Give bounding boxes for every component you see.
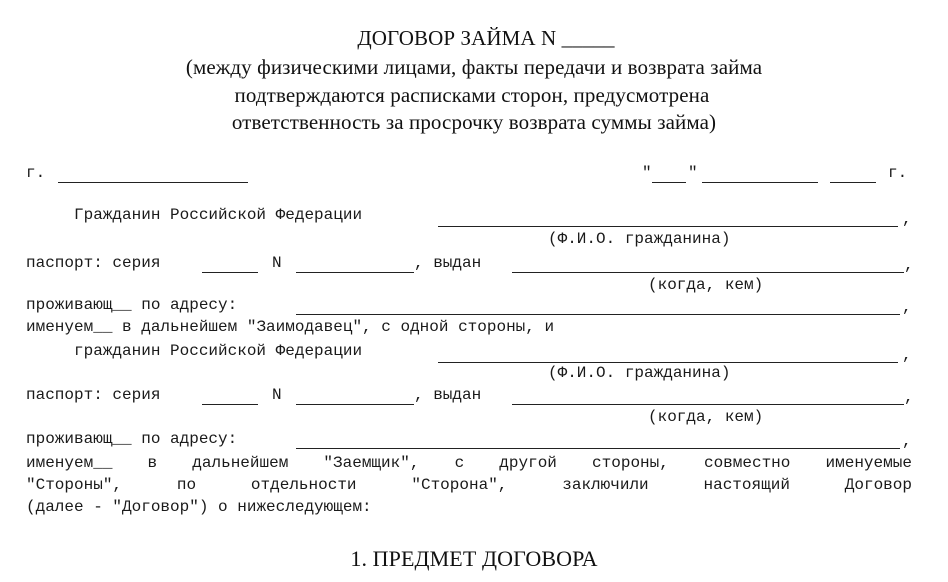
- justified-word: Договор: [844, 476, 912, 494]
- justified-word: "Стороны",: [26, 476, 123, 494]
- parties-line: [26, 476, 912, 494]
- lender-address-comma: ,: [902, 298, 912, 316]
- justified-word: именуем__: [26, 454, 113, 472]
- borrower-issued-comma: ,: [904, 388, 914, 406]
- justified-word: с: [454, 454, 465, 472]
- date-close-quote: ": [688, 164, 698, 182]
- borrower-passport-series-blank[interactable]: [202, 404, 258, 405]
- lender-issued-blank[interactable]: [512, 272, 904, 273]
- borrower-passport-label: паспорт: серия: [26, 386, 161, 404]
- month-blank[interactable]: [702, 182, 818, 183]
- justified-word: стороны,: [592, 454, 669, 472]
- lender-passport-label: паспорт: серия: [26, 254, 161, 272]
- city-blank[interactable]: [58, 182, 248, 183]
- lender-named-text: именуем__ в дальнейшем "Заимодавец", с одной стороны, и: [26, 318, 555, 336]
- justified-word: другой: [499, 454, 557, 472]
- justified-word: "Сторона",: [411, 476, 508, 494]
- justified-word: в: [147, 454, 158, 472]
- lender-issued-hint: (когда, кем): [648, 276, 764, 294]
- document-subtitle-line-2: подтверждаются расписками сторон, предусмотрена: [234, 83, 710, 107]
- borrower-issued-blank[interactable]: [512, 404, 904, 405]
- justified-word: "Заемщик",: [323, 454, 420, 472]
- lender-issued-comma: ,: [904, 256, 914, 274]
- lender-address-label: проживающ__ по адресу:: [26, 296, 238, 314]
- borrower-passport-number-label: N: [272, 386, 282, 404]
- year-blank[interactable]: [830, 182, 876, 183]
- city-prefix: г.: [26, 164, 46, 182]
- borrower-fio-comma: ,: [902, 346, 912, 364]
- section-heading: 1. ПРЕДМЕТ ДОГОВОРА: [350, 546, 598, 571]
- year-suffix: г.: [888, 164, 908, 182]
- lender-address-blank[interactable]: [296, 314, 900, 315]
- borrower-passport-number-blank[interactable]: [296, 404, 414, 405]
- lender-fio-blank[interactable]: [438, 226, 898, 227]
- borrower-address-comma: ,: [902, 432, 912, 450]
- document-title: ДОГОВОР ЗАЙМА N _____: [357, 26, 615, 50]
- justified-word: по: [176, 476, 197, 494]
- lender-passport-number-label: N: [272, 254, 282, 272]
- day-blank[interactable]: [652, 182, 686, 183]
- justified-word: именуемые: [825, 454, 912, 472]
- borrower-issued-hint: (когда, кем): [648, 408, 764, 426]
- justified-word: отдельности: [250, 476, 357, 494]
- lender-issued-label: , выдан: [414, 254, 482, 272]
- borrower-named-line: [26, 454, 912, 472]
- document-subtitle-line-1: (между физическими лицами, факты передачи и возврата займа: [185, 55, 763, 79]
- justified-word: заключили: [562, 476, 649, 494]
- lender-fio-comma: ,: [902, 210, 912, 228]
- borrower-fio-hint: (Ф.И.О. гражданина): [548, 364, 731, 382]
- borrower-issued-label: , выдан: [414, 386, 482, 404]
- document-subtitle-line-3: ответственность за просрочку возврата суммы займа): [231, 110, 717, 134]
- borrower-address-blank[interactable]: [296, 448, 900, 449]
- borrower-citizen-label: гражданин Российской Федерации: [74, 342, 363, 360]
- justified-word: дальнейшем: [192, 454, 289, 472]
- justified-word: настоящий: [703, 476, 790, 494]
- lender-passport-series-blank[interactable]: [202, 272, 258, 273]
- lender-fio-hint: (Ф.И.О. гражданина): [548, 230, 731, 248]
- date-open-quote: ": [642, 164, 652, 182]
- lender-passport-number-blank[interactable]: [296, 272, 414, 273]
- borrower-address-label: проживающ__ по адресу:: [26, 430, 238, 448]
- justified-word: совместно: [703, 454, 791, 472]
- borrower-fio-blank[interactable]: [438, 362, 898, 363]
- lender-citizen-label: Гражданин Российской Федерации: [74, 206, 363, 224]
- closing-line: (далее - "Договор") о нижеследующем:: [26, 498, 372, 516]
